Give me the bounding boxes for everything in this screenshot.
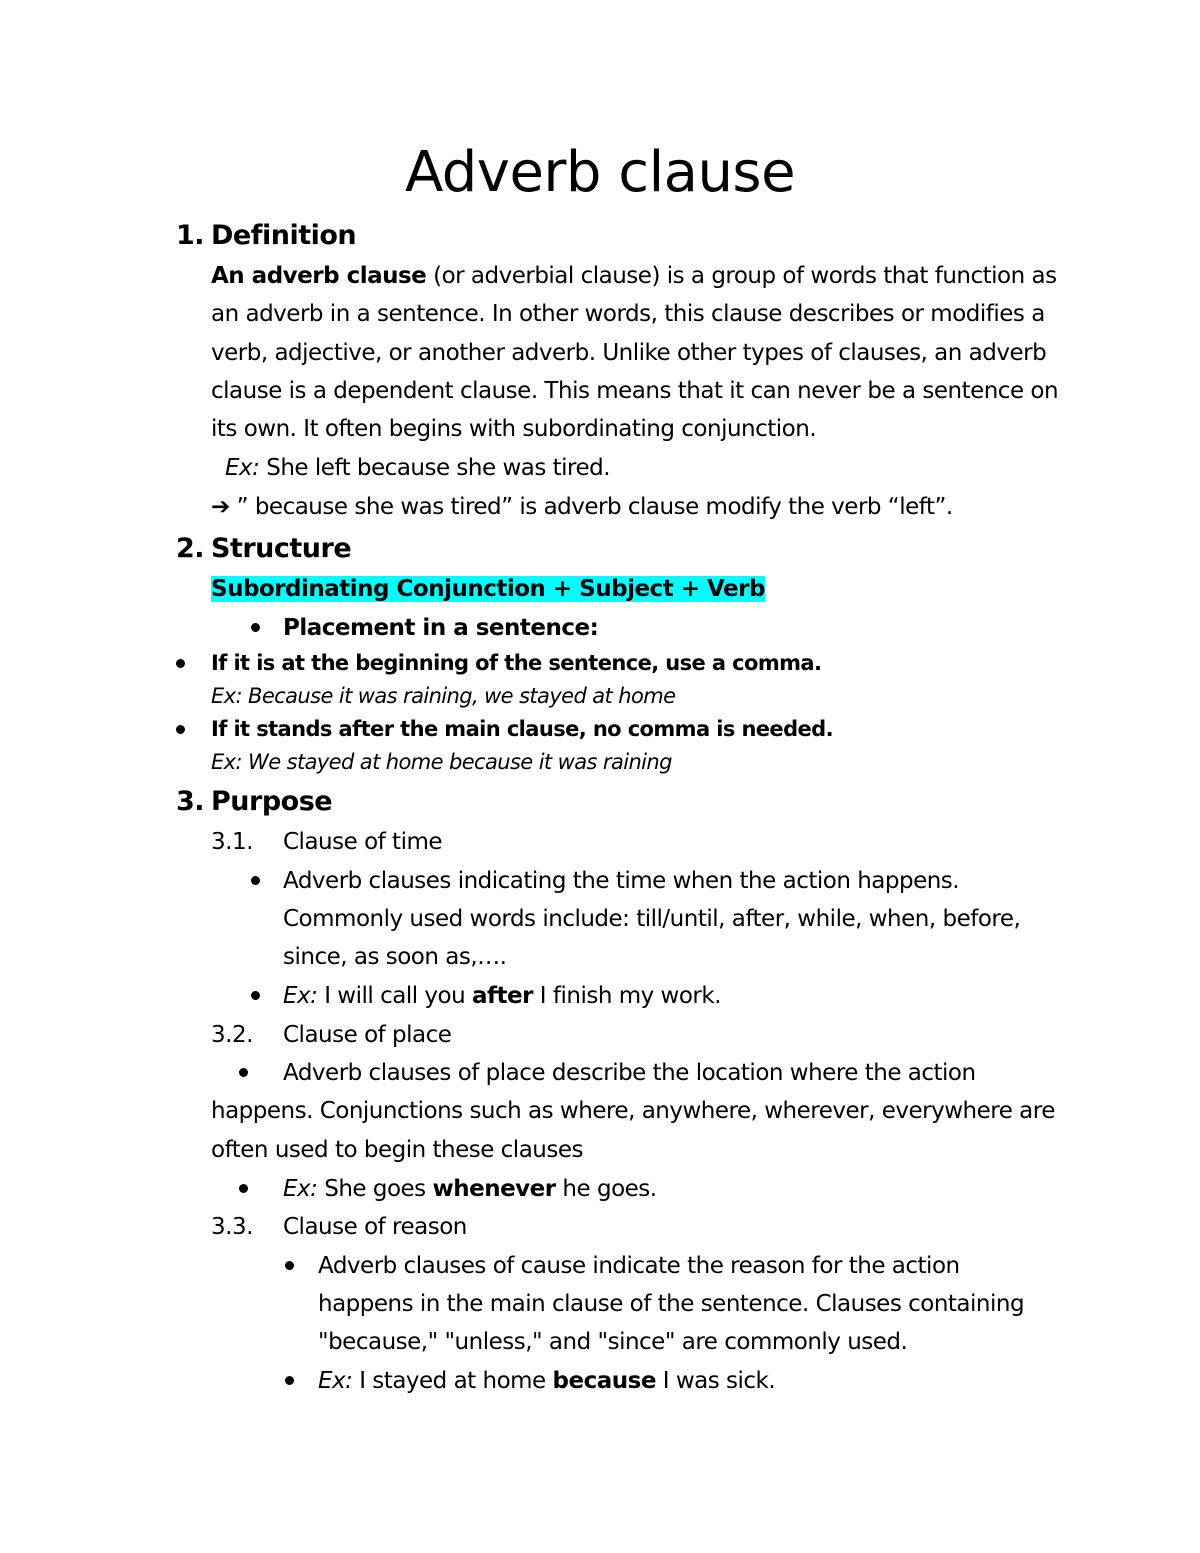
subsection-3-2-number: 3.2. — [211, 1022, 253, 1048]
time-desc-line-1: Adverb clauses indicating the time when the action happens. — [283, 868, 960, 894]
definition-line-2: an adverb in a sentence. In other words, this clause describes or modifies a — [211, 301, 1045, 327]
bullet-icon — [239, 1184, 248, 1193]
time-desc-line-2: Commonly used words include: till/until, after, while, when, before, — [283, 906, 1021, 932]
definition-line-4: clause is a dependent clause. This means that it can never be a sentence on — [211, 378, 1059, 404]
place-desc-line-2: happens. Conjunctions such as where, anywhere, wherever, everywhere are — [211, 1098, 1055, 1124]
example-text: She goes — [317, 1176, 433, 1202]
example-keyword: after — [472, 983, 533, 1009]
section-3-number: 3. — [176, 786, 205, 817]
definition-result — [211, 492, 953, 522]
subsection-3-3-title: Clause of reason — [283, 1214, 467, 1240]
place-desc-line-1: Adverb clauses of place describe the location where the action — [283, 1060, 976, 1086]
definition-line-3: verb, adjective, or another adverb. Unlike other types of clauses, an adverb — [211, 340, 1047, 366]
definition-line-1 — [211, 261, 1057, 291]
subsection-3-1-number: 3.1. — [211, 829, 253, 855]
definition-text: (or adverbial clause) is a group of words that function as — [426, 263, 1057, 289]
section-1-number: 1. — [176, 220, 205, 251]
subsection-3-1-title: Clause of time — [283, 829, 443, 855]
time-example — [283, 981, 721, 1011]
definition-term: An adverb clause — [211, 263, 427, 289]
structure-formula — [211, 574, 765, 604]
example-text: I stayed at home — [352, 1368, 553, 1394]
definition-example — [225, 453, 610, 483]
structure-formula-highlight: Subordinating Conjunction + Subject + Verb — [211, 576, 765, 602]
subsection-3-2-title: Clause of place — [283, 1022, 452, 1048]
section-2-number: 2. — [176, 533, 205, 564]
example-text: She left because she was tired. — [259, 455, 611, 481]
example-label: Ex: — [225, 455, 260, 481]
example-label: Ex: — [318, 1368, 353, 1394]
example-text: he goes. — [555, 1176, 657, 1202]
example-text: I was sick. — [655, 1368, 776, 1394]
reason-desc-line-2: happens in the main clause of the sentence. Clauses containing — [318, 1291, 1025, 1317]
section-1-heading: Definition — [211, 220, 357, 251]
placement-rule-1: If it is at the beginning of the sentence, use a comma. — [211, 651, 822, 675]
example-keyword: because — [552, 1368, 656, 1394]
example-label: Ex: — [283, 983, 318, 1009]
bullet-icon — [285, 1261, 294, 1270]
example-label: Ex: — [283, 1176, 318, 1202]
placement-heading: Placement in a sentence: — [283, 615, 599, 641]
definition-line-5: its own. It often begins with subordinating conjunction. — [211, 416, 817, 442]
bullet-icon — [251, 623, 260, 632]
example-text: I finish my work. — [532, 983, 722, 1009]
reason-example — [318, 1366, 775, 1396]
reason-desc-line-1: Adverb clauses of cause indicate the reason for the action — [318, 1253, 960, 1279]
bullet-icon — [251, 876, 260, 885]
placement-rule-2: If it stands after the main clause, no comma is needed. — [211, 717, 833, 741]
bullet-icon — [239, 1068, 248, 1077]
result-text: ” because she was tired” is adverb clause modify the verb “left”. — [229, 494, 953, 520]
bullet-icon — [176, 659, 185, 668]
bullet-icon — [251, 991, 260, 1000]
bullet-icon — [285, 1376, 294, 1385]
placement-example-2: Ex: We stayed at home because it was raining — [211, 750, 672, 774]
document-title: Adverb clause — [404, 140, 796, 205]
arrow-icon: ➔ — [211, 494, 230, 520]
subsection-3-3-number: 3.3. — [211, 1214, 253, 1240]
bullet-icon — [176, 725, 185, 734]
example-keyword: whenever — [432, 1176, 556, 1202]
time-desc-line-3: since, as soon as,…. — [283, 944, 507, 970]
section-3-heading: Purpose — [211, 786, 333, 817]
place-example — [283, 1174, 657, 1204]
placement-example-1: Ex: Because it was raining, we stayed at home — [211, 684, 676, 708]
reason-desc-line-3: "because," "unless," and "since" are commonly used. — [318, 1329, 908, 1355]
section-2-heading: Structure — [211, 533, 352, 564]
place-desc-line-3: often used to begin these clauses — [211, 1137, 583, 1163]
example-text: I will call you — [317, 983, 473, 1009]
